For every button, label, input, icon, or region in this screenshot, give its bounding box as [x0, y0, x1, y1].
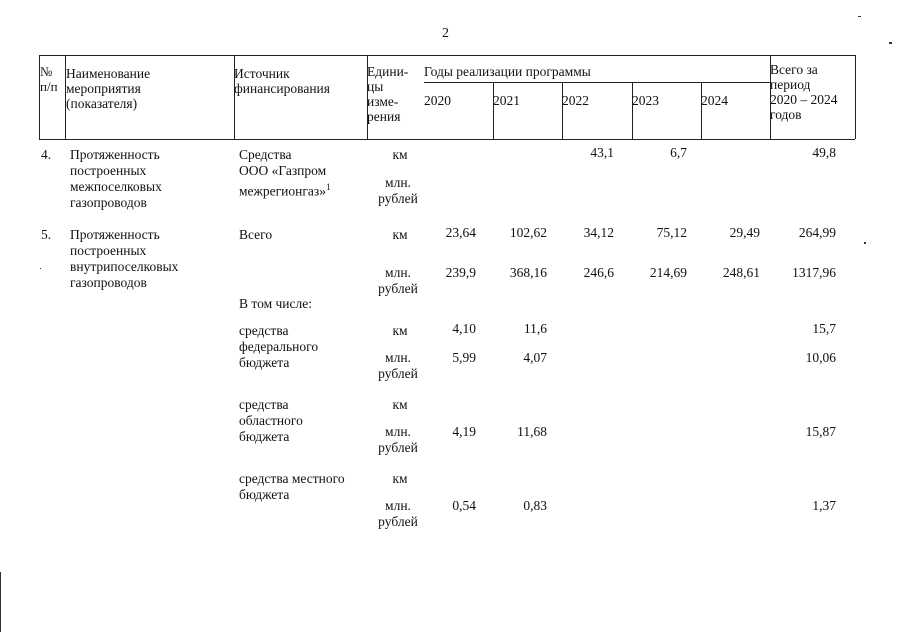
row-name: Протяженность построенных внутрипоселковых газопроводов [70, 227, 179, 290]
rub-value: 368,16 [509, 265, 547, 280]
rub-value: 4,07 [523, 350, 547, 365]
rub-value: 11,68 [517, 424, 547, 439]
km-value: 34,12 [583, 225, 614, 240]
year-column-border [632, 82, 633, 139]
header-bottom-border [39, 139, 855, 140]
unit-km: км [392, 323, 408, 338]
row-source: Средства ООО «Газпром межрегионгаз»$^1$ [239, 147, 331, 199]
year-column-border [562, 82, 563, 139]
rub-value: 239,9 [445, 265, 476, 280]
km-value: 23,64 [445, 225, 476, 240]
scan-speck [858, 16, 861, 17]
header-total: Всего за период 2020 – 2024 годов [770, 62, 838, 122]
unit-km: км [392, 471, 408, 486]
rub-value: 0,54 [452, 498, 476, 513]
km-value: 75,12 [656, 225, 687, 240]
km-value: 102,62 [509, 225, 547, 240]
rub-value: 214,69 [649, 265, 687, 280]
unit-km: км [392, 147, 408, 162]
rub-value: 10,06 [805, 350, 836, 365]
km-value: 15,7 [812, 321, 836, 336]
rub-value: 1,37 [812, 498, 836, 513]
scan-speck [889, 42, 892, 44]
year-column-border [701, 82, 702, 139]
header-year-2024: 2024 [701, 93, 728, 108]
km-value: 43,1 [590, 145, 614, 160]
unit-rub: млн. рублей [378, 350, 418, 381]
km-value: 49,8 [812, 145, 836, 160]
footnote-marker: 1 [325, 182, 331, 192]
row-name: Протяженность построенных межпоселковых газопроводов [70, 147, 162, 210]
scan-speck [0, 572, 1, 632]
row-number: 4. [41, 147, 52, 162]
km-value: 6,7 [670, 145, 687, 160]
unit-rub: млн. рублей [378, 175, 418, 206]
rub-value: 248,61 [722, 265, 760, 280]
unit-km: км [392, 397, 408, 412]
header-year-2022: 2022 [562, 93, 589, 108]
km-value: 4,10 [452, 321, 476, 336]
header-year-2023: 2023 [632, 93, 659, 108]
unit-rub: млн. рублей [378, 498, 418, 529]
header-years-group: Годы реализации программы [424, 64, 591, 79]
km-value: 29,49 [729, 225, 760, 240]
row-number: 5. [41, 227, 52, 242]
unit-km: км [392, 227, 408, 242]
header-year-2021: 2021 [493, 93, 520, 108]
page-number: 2 [442, 26, 449, 41]
rub-value: 15,87 [805, 424, 836, 439]
rub-value: 5,99 [452, 350, 476, 365]
row-source: Всего [239, 227, 273, 242]
km-value: 11,6 [523, 321, 547, 336]
rub-value: 0,83 [523, 498, 547, 513]
unit-rub: млн. рублей [378, 424, 418, 455]
subrow-source: средства местного бюджета [239, 471, 345, 502]
header-column-border [855, 55, 856, 139]
scan-speck [864, 242, 866, 244]
rub-value: 4,19 [452, 424, 476, 439]
km-value: 264,99 [798, 225, 836, 240]
rub-value: 1317,96 [792, 265, 836, 280]
subrow-source: средства областного бюджета [239, 397, 303, 444]
subheading: В том числе: [239, 296, 312, 311]
scan-speck [40, 268, 41, 269]
header-name: Наименование мероприятия (показателя) [66, 66, 151, 111]
table-top-border [39, 55, 855, 56]
rub-value: 246,6 [583, 265, 614, 280]
header-unit: Едини- цы изме- рения [367, 64, 409, 124]
unit-rub: млн. рублей [378, 265, 418, 296]
subrow-source: средства федерального бюджета [239, 323, 319, 370]
header-year-2020: 2020 [424, 93, 451, 108]
year-column-border [493, 82, 494, 139]
years-group-divider [424, 82, 770, 83]
header-no: № п/п [40, 64, 58, 94]
header-source: Источник финансирования [234, 66, 330, 96]
